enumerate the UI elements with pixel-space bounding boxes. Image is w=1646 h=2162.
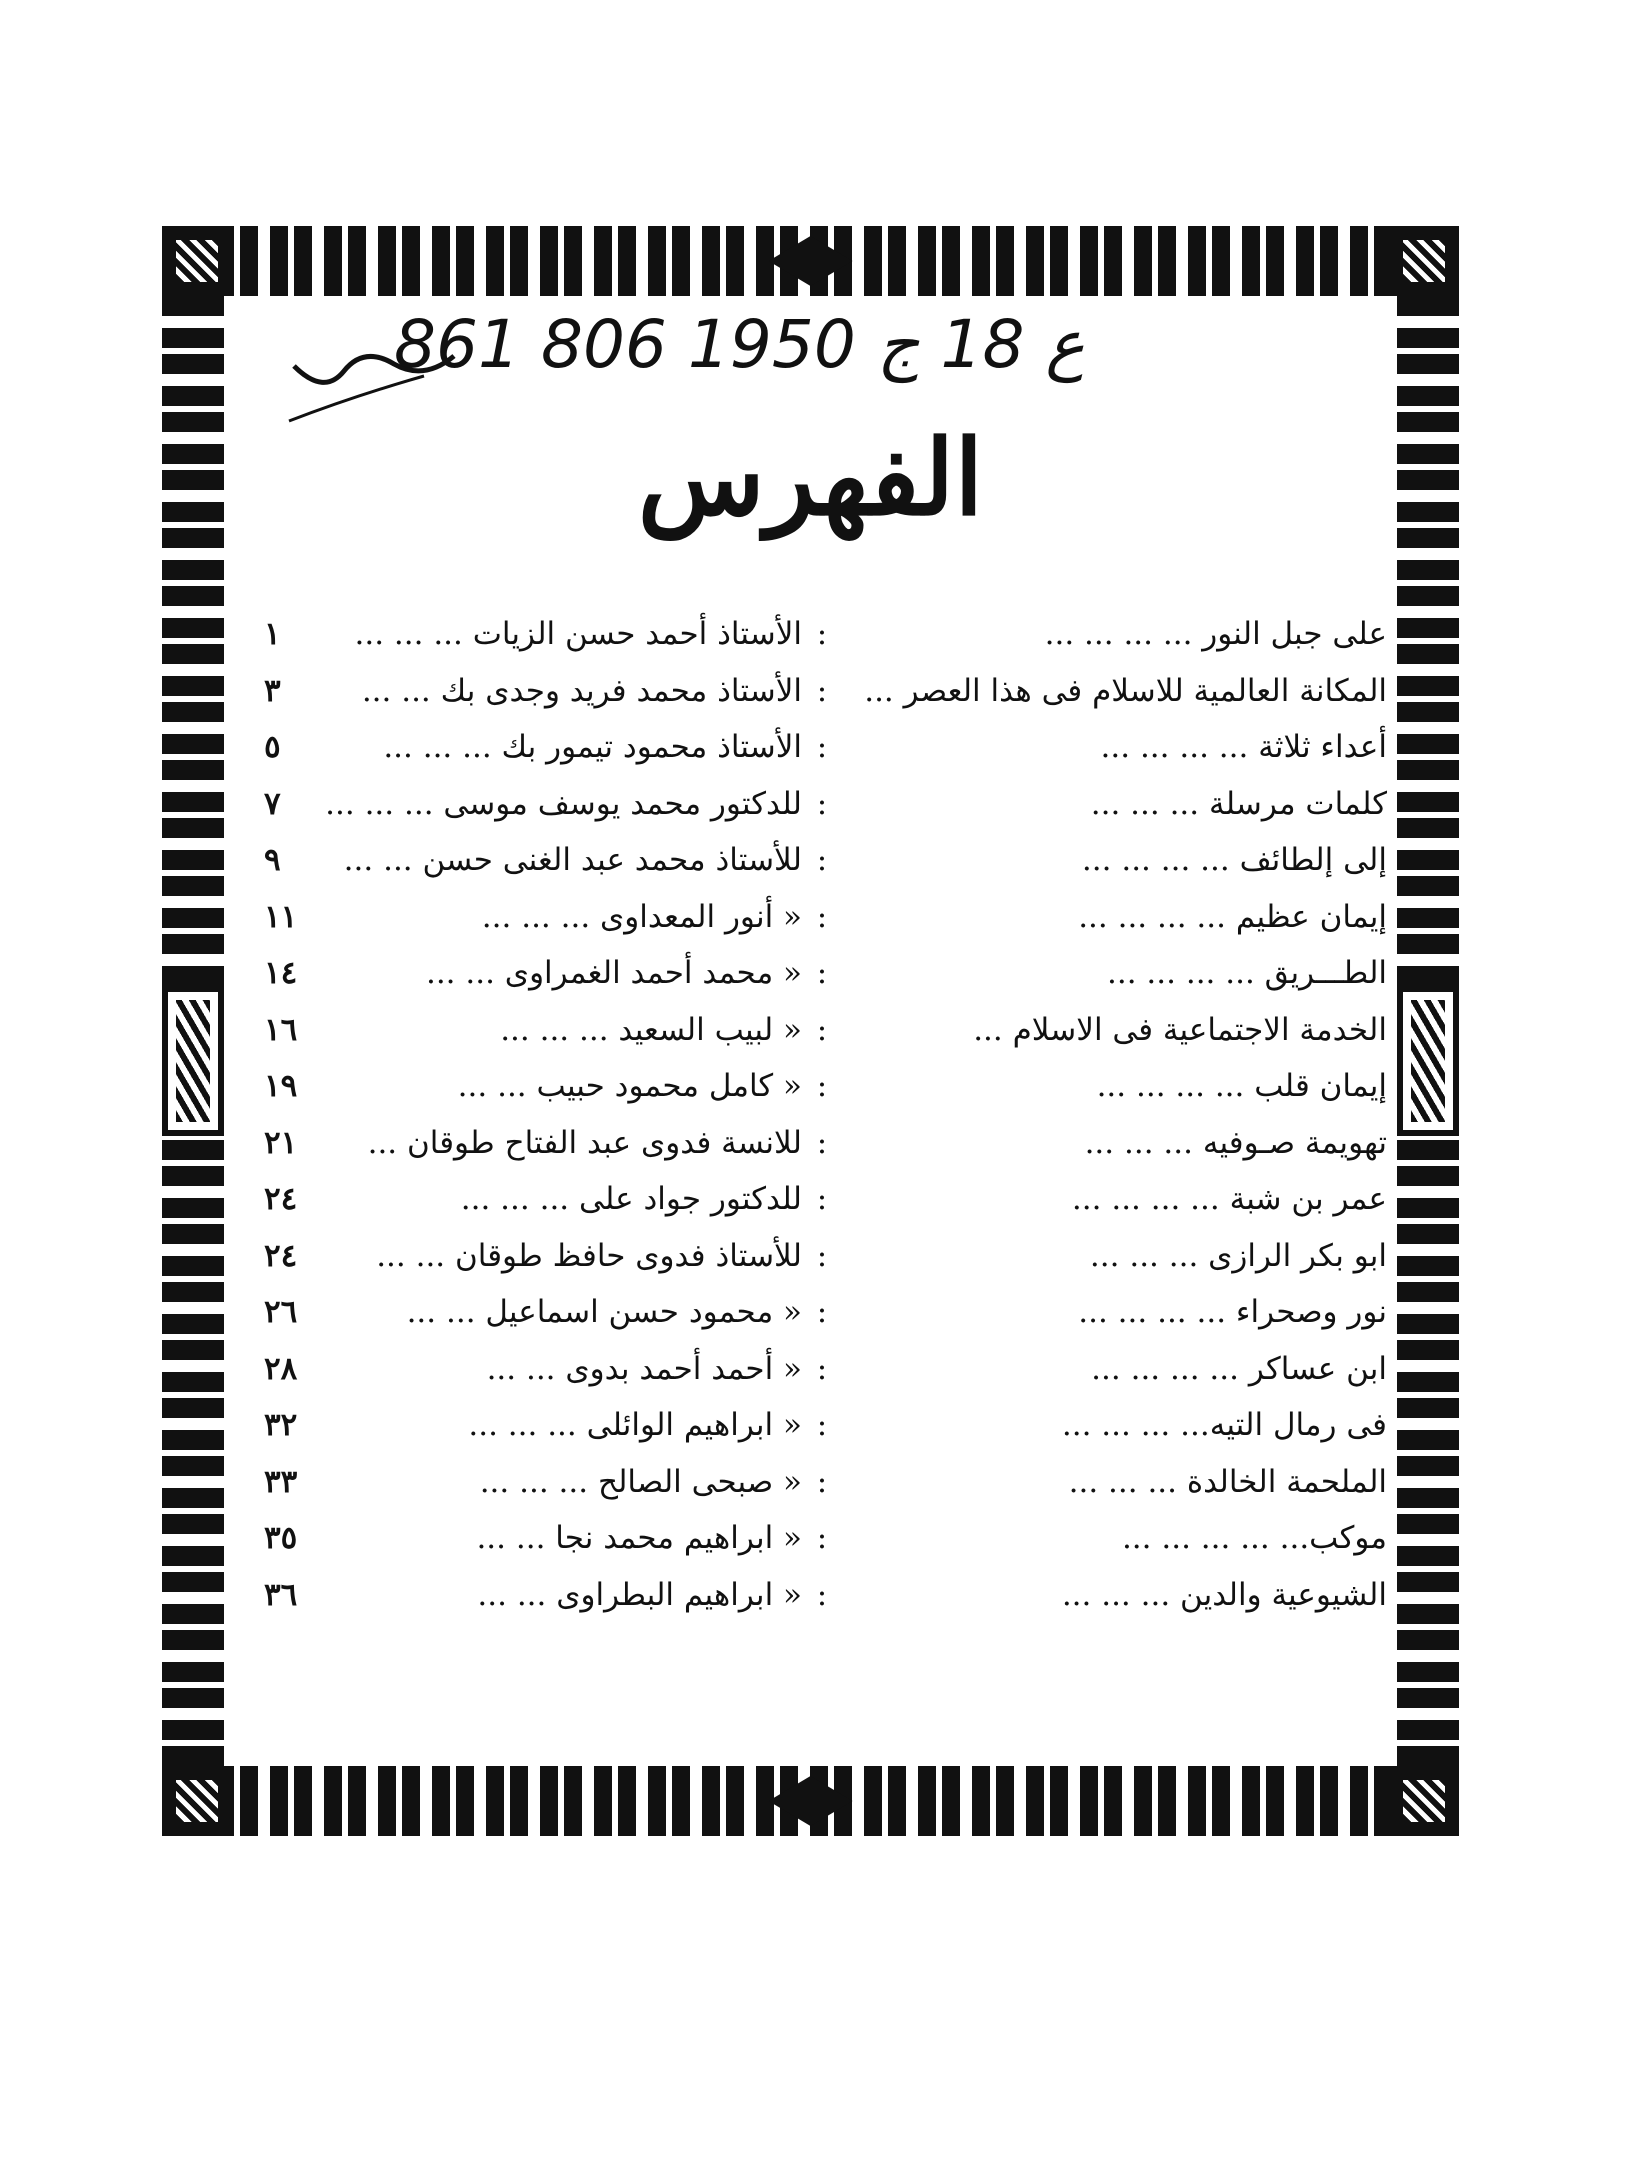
frame-ornament-right <box>1397 986 1459 1136</box>
separator: : <box>816 1350 828 1387</box>
separator: : <box>816 1294 828 1330</box>
frame-corner-bottom-left <box>162 1766 232 1836</box>
entry-title: على جبل النور ... ... ... ... <box>1044 616 1387 652</box>
frame-corner-top-left <box>162 226 232 296</box>
entry-title: فى رمال التيه... ... ... ... <box>1061 1407 1387 1443</box>
table-row <box>234 1238 1387 1295</box>
entry-author: « لبيب السعيد ... ... ... <box>500 1011 802 1048</box>
entry-page: ١١ <box>264 898 298 935</box>
separator: : <box>816 729 828 765</box>
table-row <box>234 729 1387 786</box>
separator: : <box>816 1463 828 1500</box>
entry-page: ٣٥ <box>264 1520 298 1556</box>
entry-author: للأستاذ فدوى حافظ طوقان ... ... <box>376 1237 802 1274</box>
page-title: الفهرس <box>637 416 984 539</box>
handwritten-note: 861 ع 18 ج 1950 806 <box>394 306 1085 383</box>
entry-author: « كامل محمود حبيب ... ... <box>457 1068 802 1104</box>
separator: : <box>816 1407 828 1443</box>
entry-page: ٣٢ <box>264 1407 298 1443</box>
entry-title: موكب... ... ... ... ... <box>1121 1520 1387 1556</box>
table-row <box>234 1068 1387 1125</box>
entry-title: الشيوعية والدين ... ... ... <box>1061 1576 1387 1613</box>
page-content <box>224 296 1397 1766</box>
separator: : <box>816 1520 828 1556</box>
entry-author: الأستاذ محمود تيمور بك ... ... ... <box>383 729 802 765</box>
entry-author: « ابراهيم محمد نجا ... ... <box>476 1520 802 1556</box>
separator: : <box>816 1124 828 1161</box>
entry-author: « ابراهيم الوائلى ... ... ... <box>468 1407 802 1443</box>
entry-page: ١٤ <box>264 955 298 991</box>
entry-author: « أنور المعداوى ... ... ... <box>481 898 802 935</box>
entry-title: المكانة العالمية للاسلام فى هذا العصر ... <box>864 672 1387 709</box>
entry-author: « محمود حسن اسماعيل ... ... <box>406 1294 802 1330</box>
entry-author: للانسة فدوى عبد الفتاح طوقان ... <box>367 1124 802 1161</box>
entry-title: تهويمة صـوفيه ... ... ... <box>1084 1124 1387 1161</box>
entry-page: ٢٨ <box>264 1350 298 1387</box>
entry-title: الطـــريق ... ... ... ... <box>1107 955 1387 991</box>
table-row <box>234 955 1387 1012</box>
table-row <box>234 1125 1387 1182</box>
entry-page: ٧ <box>264 785 281 822</box>
entry-author: « ابراهيم البطراوى ... ... <box>477 1576 802 1613</box>
separator: : <box>816 842 828 878</box>
separator: : <box>816 672 828 709</box>
entry-page: ٢٦ <box>264 1294 298 1330</box>
separator: : <box>816 785 828 822</box>
frame-ornament-left <box>162 986 224 1136</box>
entry-author: « أحمد أحمد بدوى ... ... <box>486 1350 802 1387</box>
entry-author: « صبحى الصالح ... ... ... <box>479 1463 802 1500</box>
table-row <box>234 842 1387 899</box>
separator: : <box>816 898 828 935</box>
separator: : <box>816 1011 828 1048</box>
entry-title: أعداء ثلاثة ... ... ... ... <box>1100 729 1387 765</box>
entry-title: الخدمة الاجتماعية فى الاسلام ... <box>973 1011 1387 1048</box>
entry-title: ابو بكر الرازى ... ... ... <box>1089 1237 1387 1274</box>
ornamental-frame <box>162 226 1459 1836</box>
table-row <box>234 1520 1387 1577</box>
frame-corner-bottom-right <box>1389 1766 1459 1836</box>
table-row <box>234 899 1387 956</box>
entry-page: ٢٤ <box>264 1237 298 1274</box>
entry-title: إلى إلطائف ... ... ... ... <box>1081 842 1387 878</box>
separator: : <box>816 955 828 991</box>
entry-page: ٥ <box>264 729 281 765</box>
separator: : <box>816 1576 828 1613</box>
entry-author: للدكتور جواد على ... ... ... <box>460 1181 802 1217</box>
table-row <box>234 1181 1387 1238</box>
entry-title: ابن عساكر ... ... ... ... <box>1091 1350 1387 1387</box>
entry-page: ١٩ <box>264 1068 298 1104</box>
entry-page: ٢٤ <box>264 1181 298 1217</box>
entry-author: للدكتور محمد يوسف موسى ... ... ... <box>325 785 802 822</box>
entry-title: كلمات مرسلة ... ... ... <box>1090 785 1387 822</box>
table-row <box>234 1294 1387 1351</box>
table-row <box>234 1577 1387 1634</box>
table-row <box>234 1012 1387 1069</box>
separator: : <box>816 1068 828 1104</box>
table-row <box>234 786 1387 843</box>
table-row <box>234 673 1387 730</box>
entry-title: نور وصحراء ... ... ... ... <box>1078 1294 1387 1330</box>
separator: : <box>816 1237 828 1274</box>
separator: : <box>816 616 828 652</box>
entry-author: للأستاذ محمد عبد الغنى حسن ... ... <box>343 842 802 878</box>
entry-title: الملحمة الخالدة ... ... ... <box>1068 1463 1387 1500</box>
entry-page: ١ <box>264 616 281 652</box>
frame-corner-top-right <box>1389 226 1459 296</box>
entry-author: الأستاذ محمد فريد وجدى بك ... ... <box>361 672 802 709</box>
entry-page: ٩ <box>264 842 281 878</box>
table-of-contents <box>234 616 1387 1633</box>
entry-page: ٣٣ <box>264 1463 298 1500</box>
entry-title: عمر بن شبة ... ... ... ... <box>1071 1181 1387 1217</box>
separator: : <box>816 1181 828 1217</box>
entry-page: ٣٦ <box>264 1576 298 1613</box>
entry-title: إيمان قلب ... ... ... ... <box>1096 1068 1387 1104</box>
table-row <box>234 1407 1387 1464</box>
entry-author: الأستاذ أحمد حسن الزيات ... ... ... <box>354 616 802 652</box>
table-row <box>234 1464 1387 1521</box>
table-row <box>234 616 1387 673</box>
entry-page: ٣ <box>264 672 281 709</box>
entry-page: ٢١ <box>264 1124 298 1161</box>
entry-author: « محمد أحمد الغمراوى ... ... <box>425 955 802 991</box>
entry-page: ١٦ <box>264 1011 298 1048</box>
table-row <box>234 1351 1387 1408</box>
entry-title: إيمان عظيم ... ... ... ... <box>1078 898 1387 935</box>
